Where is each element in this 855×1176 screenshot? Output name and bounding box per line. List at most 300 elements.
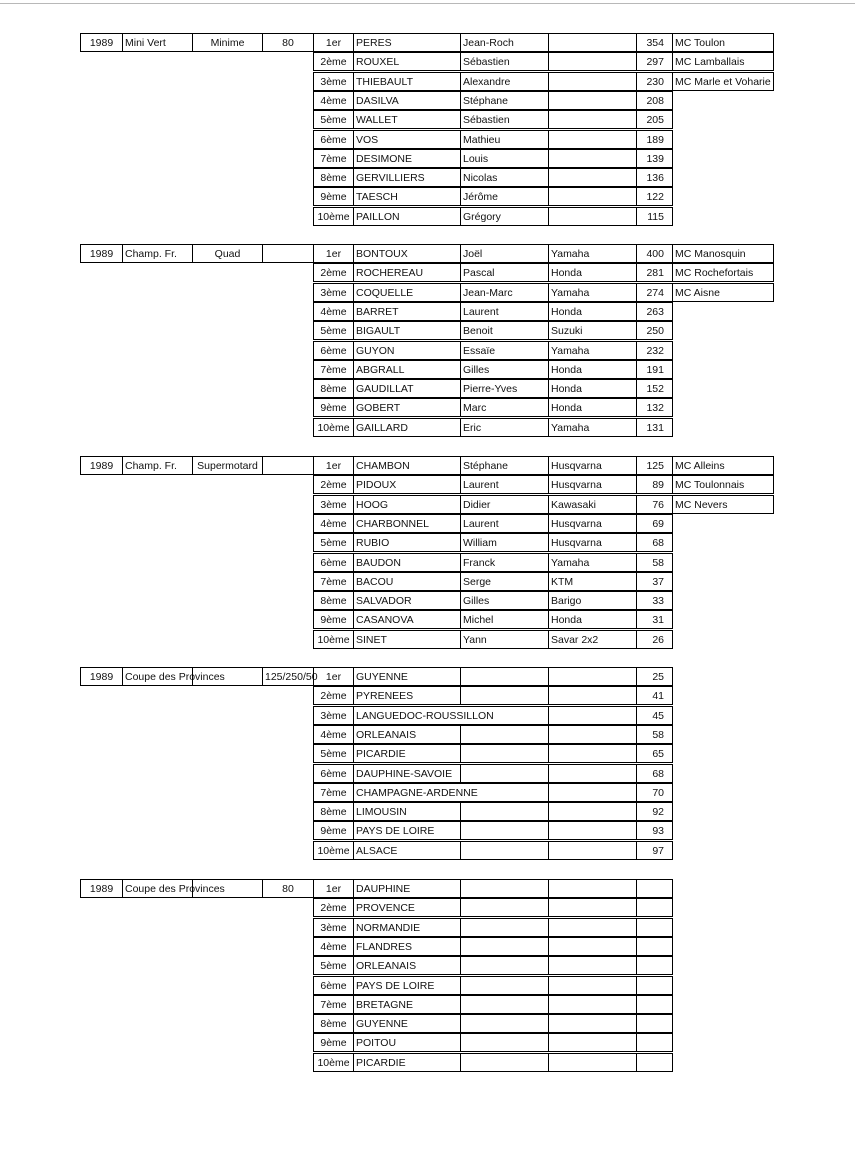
place-cell: 5ème: [313, 533, 354, 552]
first-name-cell: Laurent: [460, 514, 549, 533]
place-cell: 2ème: [313, 52, 354, 71]
first-name-cell: Serge: [460, 572, 549, 591]
bike-cell: Yamaha: [548, 283, 637, 302]
club-cell: MC Toulonnais: [672, 475, 774, 494]
points-cell: 208: [636, 91, 673, 110]
points-cell: [636, 976, 673, 995]
bike-cell: Yamaha: [548, 553, 637, 572]
bike-cell: [548, 879, 637, 898]
first-name-cell: Pierre-Yves: [460, 379, 549, 398]
table-row: [0, 802, 855, 821]
place-cell: 6ème: [313, 341, 354, 360]
table-row: [0, 418, 855, 437]
bike-cell: Yamaha: [548, 341, 637, 360]
region-name-cell: DAUPHINE-SAVOIE: [353, 764, 461, 783]
bike-cell: [548, 168, 637, 187]
points-cell: 33: [636, 591, 673, 610]
place-cell: 6ème: [313, 976, 354, 995]
year-cell: 1989: [80, 244, 123, 263]
points-cell: [636, 937, 673, 956]
bike-cell: [548, 52, 637, 71]
points-cell: 230: [636, 72, 673, 91]
last-name-cell: ROCHEREAU: [353, 263, 461, 282]
first-name-cell: [460, 956, 549, 975]
bike-cell: Honda: [548, 398, 637, 417]
table-row: [0, 725, 855, 744]
club-cell: MC Manosquin: [672, 244, 774, 263]
table-row: [0, 495, 855, 514]
last-name-cell: ABGRALL: [353, 360, 461, 379]
event-cell: Coupe des Provinces: [122, 667, 193, 686]
category-cell: [192, 879, 263, 898]
last-name-cell: CHAMBON: [353, 456, 461, 475]
bike-cell: [548, 821, 637, 840]
last-name-cell: CASANOVA: [353, 610, 461, 629]
place-cell: 4ème: [313, 91, 354, 110]
first-name-cell: [460, 976, 549, 995]
first-name-cell: Jérôme: [460, 187, 549, 206]
event-cell: Champ. Fr.: [122, 244, 193, 263]
table-row: [0, 821, 855, 840]
first-name-cell: Nicolas: [460, 168, 549, 187]
table-row: [0, 33, 855, 52]
points-cell: 152: [636, 379, 673, 398]
points-cell: 58: [636, 553, 673, 572]
year-cell: 1989: [80, 879, 123, 898]
bike-cell: Barigo: [548, 591, 637, 610]
points-cell: 191: [636, 360, 673, 379]
page-top-rule: [0, 3, 855, 4]
table-row: [0, 283, 855, 302]
club-cell: MC Toulon: [672, 33, 774, 52]
category-cell: Quad: [192, 244, 263, 263]
class-cell: 80: [262, 33, 314, 52]
points-cell: [636, 918, 673, 937]
points-cell: 70: [636, 783, 673, 802]
place-cell: 6ème: [313, 764, 354, 783]
bike-cell: [548, 667, 637, 686]
bike-cell: [548, 207, 637, 226]
points-cell: [636, 956, 673, 975]
table-row: [0, 898, 855, 917]
points-cell: 205: [636, 110, 673, 129]
region-name-cell: PYRENEES: [353, 686, 461, 705]
bike-cell: Yamaha: [548, 418, 637, 437]
first-name-cell: [460, 879, 549, 898]
place-cell: 5ème: [313, 744, 354, 763]
first-name-cell: [460, 744, 549, 763]
place-cell: 9ème: [313, 398, 354, 417]
event-cell: Coupe des Provinces: [122, 879, 193, 898]
table-row: [0, 398, 855, 417]
last-name-cell: BAUDON: [353, 553, 461, 572]
last-name-cell: BONTOUX: [353, 244, 461, 263]
bike-cell: KTM: [548, 572, 637, 591]
bike-cell: [548, 149, 637, 168]
table-row: [0, 514, 855, 533]
table-row: [0, 263, 855, 282]
points-cell: [636, 898, 673, 917]
last-name-cell: THIEBAULT: [353, 72, 461, 91]
points-cell: 68: [636, 533, 673, 552]
first-name-cell: Gilles: [460, 360, 549, 379]
points-cell: 139: [636, 149, 673, 168]
points-cell: 76: [636, 495, 673, 514]
first-name-cell: [460, 1014, 549, 1033]
place-cell: 3ème: [313, 918, 354, 937]
last-name-cell: PERES: [353, 33, 461, 52]
place-cell: 9ème: [313, 1033, 354, 1052]
table-row: [0, 553, 855, 572]
table-row: [0, 706, 855, 725]
region-name-cell: ALSACE: [353, 841, 461, 860]
category-cell: Supermotard: [192, 456, 263, 475]
last-name-cell: RUBIO: [353, 533, 461, 552]
table-row: [0, 91, 855, 110]
points-cell: [636, 879, 673, 898]
points-cell: 25: [636, 667, 673, 686]
first-name-cell: Franck: [460, 553, 549, 572]
table-row: [0, 764, 855, 783]
place-cell: 2ème: [313, 263, 354, 282]
table-row: [0, 475, 855, 494]
place-cell: 7ème: [313, 149, 354, 168]
bike-cell: [548, 1033, 637, 1052]
bike-cell: [548, 130, 637, 149]
bike-cell: [548, 91, 637, 110]
bike-cell: [548, 841, 637, 860]
last-name-cell: WALLET: [353, 110, 461, 129]
club-cell: MC Marle et Voharie: [672, 72, 774, 91]
table-row: [0, 572, 855, 591]
first-name-cell: Benoit: [460, 321, 549, 340]
points-cell: 232: [636, 341, 673, 360]
last-name-cell: SALVADOR: [353, 591, 461, 610]
place-cell: 3ème: [313, 706, 354, 725]
table-row: [0, 187, 855, 206]
region-name-cell: CHAMPAGNE-ARDENNE: [353, 783, 549, 802]
class-cell: 80: [262, 879, 314, 898]
place-cell: 7ème: [313, 783, 354, 802]
place-cell: 7ème: [313, 572, 354, 591]
category-cell: [192, 667, 263, 686]
table-row: [0, 879, 855, 898]
points-cell: 189: [636, 130, 673, 149]
first-name-cell: William: [460, 533, 549, 552]
category-cell: Minime: [192, 33, 263, 52]
event-cell: Mini Vert: [122, 33, 193, 52]
bike-cell: Husqvarna: [548, 456, 637, 475]
first-name-cell: Louis: [460, 149, 549, 168]
region-name-cell: GUYENNE: [353, 1014, 461, 1033]
bike-cell: Honda: [548, 610, 637, 629]
first-name-cell: Eric: [460, 418, 549, 437]
points-cell: 122: [636, 187, 673, 206]
place-cell: 1er: [313, 244, 354, 263]
place-cell: 8ème: [313, 591, 354, 610]
place-cell: 10ème: [313, 841, 354, 860]
points-cell: 354: [636, 33, 673, 52]
club-cell: MC Lamballais: [672, 52, 774, 71]
first-name-cell: Laurent: [460, 475, 549, 494]
points-cell: 65: [636, 744, 673, 763]
table-row: [0, 995, 855, 1014]
place-cell: 9ème: [313, 610, 354, 629]
region-name-cell: PICARDIE: [353, 1053, 461, 1072]
points-cell: 31: [636, 610, 673, 629]
club-cell: MC Rochefortais: [672, 263, 774, 282]
place-cell: 1er: [313, 33, 354, 52]
first-name-cell: Didier: [460, 495, 549, 514]
table-row: [0, 379, 855, 398]
place-cell: 9ème: [313, 187, 354, 206]
bike-cell: [548, 725, 637, 744]
place-cell: 3ème: [313, 283, 354, 302]
last-name-cell: ROUXEL: [353, 52, 461, 71]
region-name-cell: PICARDIE: [353, 744, 461, 763]
club-cell: MC Alleins: [672, 456, 774, 475]
region-name-cell: DAUPHINE: [353, 879, 461, 898]
year-cell: 1989: [80, 456, 123, 475]
first-name-cell: Pascal: [460, 263, 549, 282]
points-cell: 400: [636, 244, 673, 263]
region-name-cell: LANGUEDOC-ROUSSILLON: [353, 706, 549, 725]
first-name-cell: Mathieu: [460, 130, 549, 149]
first-name-cell: Essaïe: [460, 341, 549, 360]
last-name-cell: BACOU: [353, 572, 461, 591]
last-name-cell: GERVILLIERS: [353, 168, 461, 187]
first-name-cell: Sébastien: [460, 52, 549, 71]
place-cell: 8ème: [313, 379, 354, 398]
place-cell: 9ème: [313, 821, 354, 840]
points-cell: 26: [636, 630, 673, 649]
bike-cell: Kawasaki: [548, 495, 637, 514]
table-row: [0, 456, 855, 475]
points-cell: 92: [636, 802, 673, 821]
points-cell: 132: [636, 398, 673, 417]
table-row: [0, 168, 855, 187]
last-name-cell: SINET: [353, 630, 461, 649]
region-name-cell: ORLEANAIS: [353, 725, 461, 744]
place-cell: 3ème: [313, 495, 354, 514]
last-name-cell: DASILVA: [353, 91, 461, 110]
points-cell: 37: [636, 572, 673, 591]
place-cell: 1er: [313, 667, 354, 686]
bike-cell: Honda: [548, 360, 637, 379]
points-cell: [636, 1014, 673, 1033]
bike-cell: [548, 72, 637, 91]
points-cell: 115: [636, 207, 673, 226]
bike-cell: [548, 802, 637, 821]
table-row: [0, 110, 855, 129]
last-name-cell: PIDOUX: [353, 475, 461, 494]
first-name-cell: Jean-Marc: [460, 283, 549, 302]
table-row: [0, 783, 855, 802]
table-row: [0, 1014, 855, 1033]
last-name-cell: GUYON: [353, 341, 461, 360]
bike-cell: Savar 2x2: [548, 630, 637, 649]
place-cell: 8ème: [313, 1014, 354, 1033]
bike-cell: [548, 937, 637, 956]
table-row: [0, 149, 855, 168]
bike-cell: [548, 744, 637, 763]
points-cell: 125: [636, 456, 673, 475]
points-cell: 41: [636, 686, 673, 705]
last-name-cell: COQUELLE: [353, 283, 461, 302]
first-name-cell: Laurent: [460, 302, 549, 321]
last-name-cell: BIGAULT: [353, 321, 461, 340]
points-cell: 58: [636, 725, 673, 744]
place-cell: 1er: [313, 456, 354, 475]
bike-cell: Honda: [548, 379, 637, 398]
table-row: [0, 630, 855, 649]
bike-cell: [548, 956, 637, 975]
place-cell: 4ème: [313, 937, 354, 956]
points-cell: 69: [636, 514, 673, 533]
table-row: [0, 918, 855, 937]
last-name-cell: PAILLON: [353, 207, 461, 226]
club-cell: MC Aisne: [672, 283, 774, 302]
points-cell: 93: [636, 821, 673, 840]
bike-cell: Honda: [548, 302, 637, 321]
table-row: [0, 841, 855, 860]
table-row: [0, 591, 855, 610]
bike-cell: [548, 706, 637, 725]
place-cell: 4ème: [313, 514, 354, 533]
bike-cell: [548, 898, 637, 917]
place-cell: 1er: [313, 879, 354, 898]
points-cell: [636, 1033, 673, 1052]
table-row: [0, 610, 855, 629]
points-cell: 250: [636, 321, 673, 340]
region-name-cell: GUYENNE: [353, 667, 461, 686]
first-name-cell: Joël: [460, 244, 549, 263]
bike-cell: [548, 187, 637, 206]
region-name-cell: NORMANDIE: [353, 918, 461, 937]
last-name-cell: DESIMONE: [353, 149, 461, 168]
points-cell: [636, 995, 673, 1014]
points-cell: 136: [636, 168, 673, 187]
points-cell: 89: [636, 475, 673, 494]
place-cell: 3ème: [313, 72, 354, 91]
first-name-cell: [460, 937, 549, 956]
region-name-cell: POITOU: [353, 1033, 461, 1052]
region-name-cell: ORLEANAIS: [353, 956, 461, 975]
bike-cell: [548, 918, 637, 937]
first-name-cell: [460, 918, 549, 937]
place-cell: 10ème: [313, 630, 354, 649]
last-name-cell: BARRET: [353, 302, 461, 321]
place-cell: 7ème: [313, 360, 354, 379]
place-cell: 4ème: [313, 302, 354, 321]
region-name-cell: PAYS DE LOIRE: [353, 976, 461, 995]
table-row: [0, 937, 855, 956]
first-name-cell: Sébastien: [460, 110, 549, 129]
last-name-cell: GOBERT: [353, 398, 461, 417]
table-row: [0, 667, 855, 686]
bike-cell: [548, 686, 637, 705]
first-name-cell: Yann: [460, 630, 549, 649]
region-name-cell: PAYS DE LOIRE: [353, 821, 461, 840]
bike-cell: [548, 783, 637, 802]
region-name-cell: PROVENCE: [353, 898, 461, 917]
first-name-cell: Marc: [460, 398, 549, 417]
first-name-cell: [460, 802, 549, 821]
table-row: [0, 321, 855, 340]
bike-cell: Husqvarna: [548, 475, 637, 494]
region-name-cell: LIMOUSIN: [353, 802, 461, 821]
table-row: [0, 52, 855, 71]
first-name-cell: Alexandre: [460, 72, 549, 91]
table-row: [0, 341, 855, 360]
last-name-cell: GAUDILLAT: [353, 379, 461, 398]
table-row: [0, 207, 855, 226]
place-cell: 8ème: [313, 168, 354, 187]
first-name-cell: [460, 686, 549, 705]
table-row: [0, 744, 855, 763]
place-cell: 4ème: [313, 725, 354, 744]
table-row: [0, 1033, 855, 1052]
first-name-cell: [460, 995, 549, 1014]
first-name-cell: Stéphane: [460, 91, 549, 110]
table-row: [0, 360, 855, 379]
year-cell: 1989: [80, 667, 123, 686]
bike-cell: Husqvarna: [548, 514, 637, 533]
bike-cell: [548, 110, 637, 129]
place-cell: 8ème: [313, 802, 354, 821]
place-cell: 5ème: [313, 321, 354, 340]
place-cell: 10ème: [313, 418, 354, 437]
points-cell: 297: [636, 52, 673, 71]
points-cell: 274: [636, 283, 673, 302]
points-cell: 97: [636, 841, 673, 860]
points-cell: 263: [636, 302, 673, 321]
class-cell: [262, 244, 314, 263]
table-row: [0, 244, 855, 263]
first-name-cell: [460, 841, 549, 860]
table-row: [0, 72, 855, 91]
place-cell: 5ème: [313, 956, 354, 975]
bike-cell: Suzuki: [548, 321, 637, 340]
points-cell: 68: [636, 764, 673, 783]
first-name-cell: [460, 898, 549, 917]
bike-cell: [548, 1053, 637, 1072]
class-cell: [262, 456, 314, 475]
place-cell: 2ème: [313, 686, 354, 705]
bike-cell: Yamaha: [548, 244, 637, 263]
points-cell: [636, 1053, 673, 1072]
last-name-cell: GAILLARD: [353, 418, 461, 437]
last-name-cell: VOS: [353, 130, 461, 149]
first-name-cell: [460, 821, 549, 840]
bike-cell: [548, 976, 637, 995]
place-cell: 6ème: [313, 553, 354, 572]
points-cell: 131: [636, 418, 673, 437]
first-name-cell: Gilles: [460, 591, 549, 610]
place-cell: 7ème: [313, 995, 354, 1014]
bike-cell: Husqvarna: [548, 533, 637, 552]
table-row: [0, 302, 855, 321]
points-cell: 45: [636, 706, 673, 725]
class-cell: 125/250/50: [262, 667, 314, 686]
table-row: [0, 956, 855, 975]
first-name-cell: [460, 725, 549, 744]
first-name-cell: [460, 667, 549, 686]
first-name-cell: Jean-Roch: [460, 33, 549, 52]
bike-cell: [548, 33, 637, 52]
table-row: [0, 686, 855, 705]
last-name-cell: HOOG: [353, 495, 461, 514]
